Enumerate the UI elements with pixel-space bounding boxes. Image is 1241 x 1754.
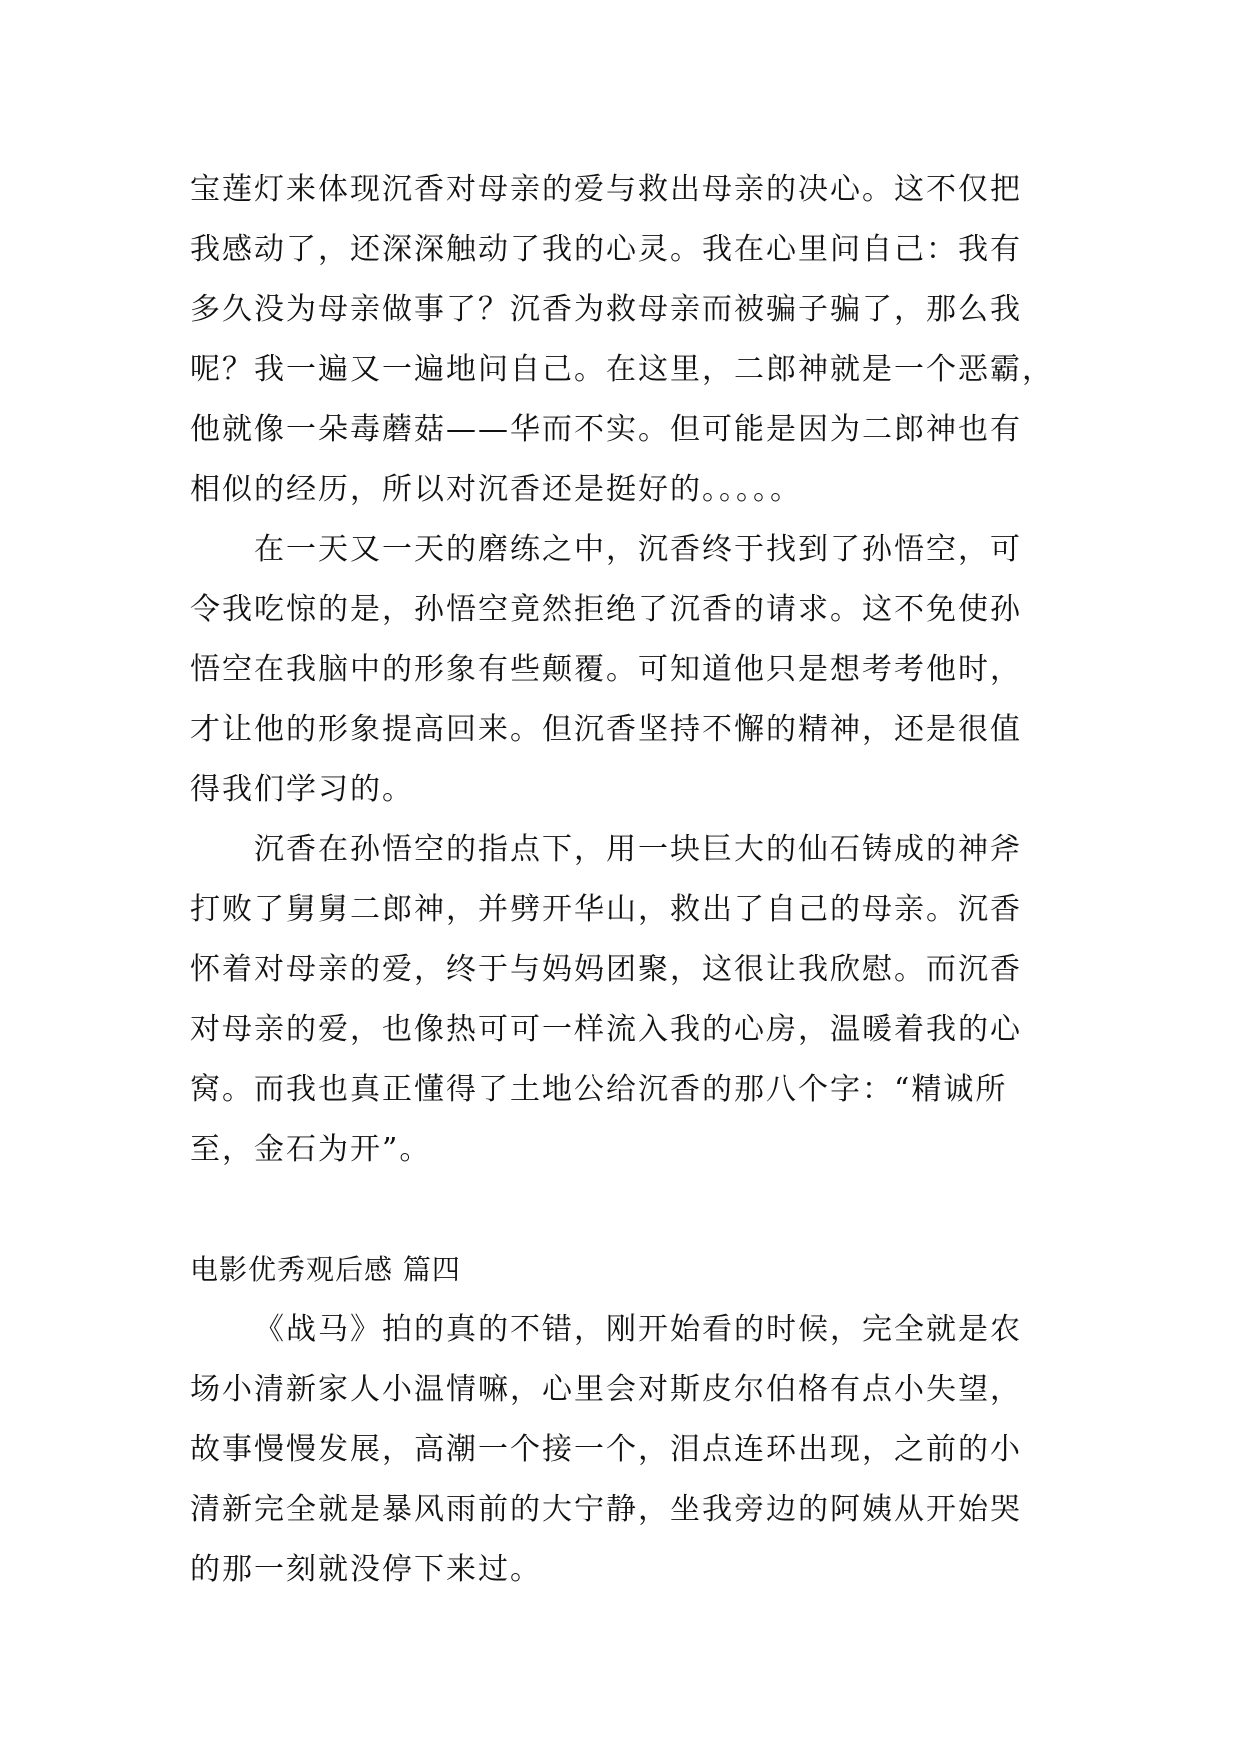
text-line: 故事慢慢发展，高潮一个接一个，泪点连环出现，之前的小: [190, 1432, 1022, 1467]
text-line: 得我们学习的。: [190, 772, 414, 807]
text-line: 相似的经历，所以对沉香还是挺好的。。。。。: [190, 472, 802, 507]
text-line: 对母亲的爱，也像热可可一样流入我的心房，温暖着我的心: [190, 1012, 1022, 1047]
text-line: 宝莲灯来体现沉香对母亲的爱与救出母亲的决心。这不仅把: [190, 172, 1022, 207]
paragraph: [190, 520, 1050, 820]
text-line: 悟空在我脑中的形象有些颠覆。可知道他只是想考考他时，: [190, 652, 1022, 687]
paragraph: [190, 160, 1054, 520]
text-line: 至，金石为开”。: [190, 1132, 432, 1167]
text-line: 的那一刻就没停下来过。: [190, 1552, 542, 1587]
text-line: 场小清新家人小温情嘛，心里会对斯皮尔伯格有点小失望，: [190, 1372, 1022, 1407]
text-line: 他就像一朵毒蘑菇——华而不实。但可能是因为二郎神也有: [190, 412, 1022, 447]
text-line: 多久没为母亲做事了？沉香为救母亲而被骗子骗了，那么我: [190, 292, 1022, 327]
section-spacer: [190, 1180, 1050, 1240]
text-line: 清新完全就是暴风雨前的大宁静，坐我旁边的阿姨从开始哭: [190, 1492, 1022, 1527]
text-line: 令我吃惊的是，孙悟空竟然拒绝了沉香的请求。这不免使孙: [190, 592, 1022, 627]
paragraph: [190, 820, 1050, 1180]
text-line: 才让他的形象提高回来。但沉香坚持不懈的精神，还是很值: [190, 712, 1022, 747]
text-line: 窝。而我也真正懂得了土地公给沉香的那八个字：“精诚所: [190, 1072, 1008, 1107]
text-line: 呢？我一遍又一遍地问自己。在这里，二郎神就是一个恶霸，: [190, 352, 1054, 387]
text-line: 怀着对母亲的爱，终于与妈妈团聚，这很让我欣慰。而沉香: [190, 952, 1022, 987]
text-line: 《战马》拍的真的不错，刚开始看的时候，完全就是农: [254, 1312, 1022, 1347]
paragraph: [190, 1300, 1050, 1600]
text-line: 在一天又一天的磨练之中，沉香终于找到了孙悟空，可: [254, 532, 1022, 567]
section-heading: 电影优秀观后感 篇四: [190, 1253, 461, 1286]
text-line: 我感动了，还深深触动了我的心灵。我在心里问自己：我有: [190, 232, 1022, 267]
document-body: [190, 160, 1054, 1600]
text-line: 沉香在孙悟空的指点下，用一块巨大的仙石铸成的神斧: [254, 832, 1022, 867]
text-line: 打败了舅舅二郎神，并劈开华山，救出了自己的母亲。沉香: [190, 892, 1022, 927]
